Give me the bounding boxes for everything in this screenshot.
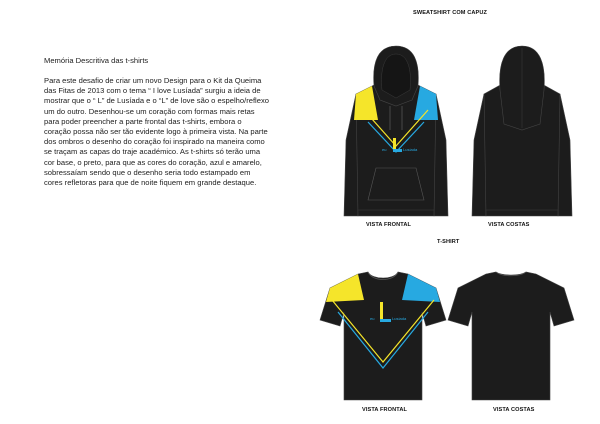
- tshirt-front-illustration: [318, 270, 448, 402]
- hoodie-front-label: VISTA FRONTAL: [366, 222, 412, 228]
- logo-left-word: eu: [382, 147, 387, 152]
- tshirt-back-label: VISTA COSTAS: [493, 407, 535, 413]
- document-body: Para este desafio de criar um novo Design para o Kit da Queima das Fitas de 2013 com o tema “ I love Lusíada” surgiu a ideia de mostrar que o “ L” de Lusíada e o “L” de love são o espelho/reflexo um do outro. Desenhou-se um coração com formas mais retas para poder preencher a parte frontal das t-shirts, embora o coração possa não ser tão evidente logo à primeira vista. Na parte dos ombros o desenho do coração foi inspirado na maneira como se traçam as capas do traje académico. As t-shirts só terão uma cor base, o preto, para que as cores do coração, azul e amarelo, sobressaíam sendo que o desenho seria todo estampado em cores refletoras para que de noite fiquem em grande destaque.: [44, 76, 269, 188]
- description-block: [44, 56, 270, 188]
- tshirt-back-illustration: [446, 270, 576, 402]
- hoodie-front-illustration: [338, 40, 454, 220]
- hoodie-back-label: VISTA COSTAS: [488, 222, 530, 228]
- tshirt-logo-left-word: eu: [370, 316, 375, 321]
- sweatshirt-heading: SWEATSHIRT COM CAPUZ: [413, 10, 487, 16]
- tshirt-heading: T-SHIRT: [437, 239, 460, 245]
- tshirt-logo-right-word: Lusíada: [392, 316, 407, 321]
- logo-right-word: Lusíada: [403, 147, 418, 152]
- hoodie-back-illustration: [470, 40, 574, 220]
- document-title: Memória Descritiva das t-shirts: [44, 56, 149, 65]
- tshirt-front-label: VISTA FRONTAL: [362, 407, 408, 413]
